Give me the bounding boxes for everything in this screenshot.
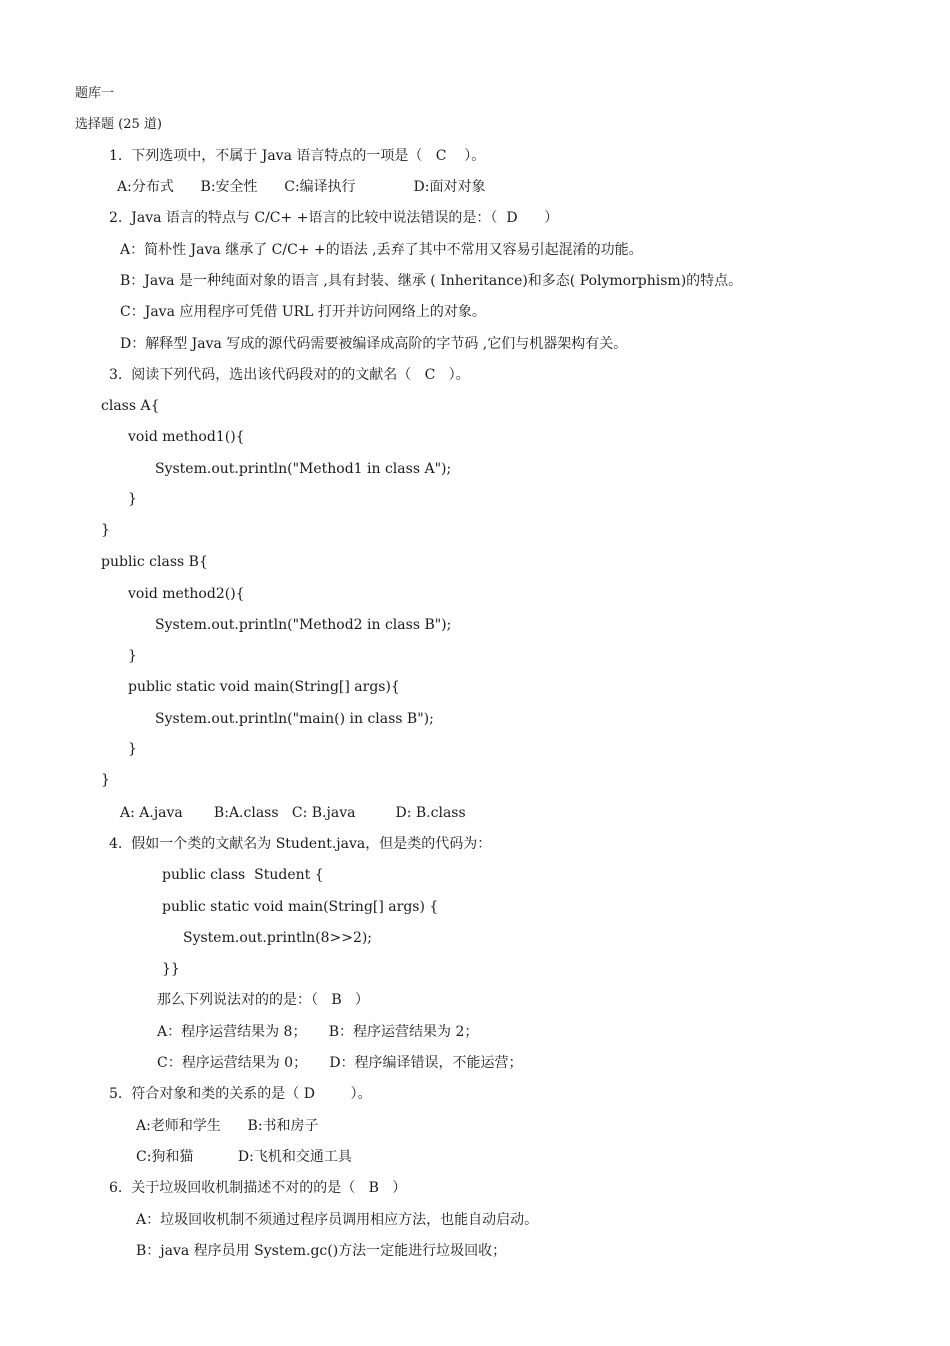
q5-options-cd: C:狗和猫 D:飞机和交通工具 [136,1149,352,1165]
code-line: } [128,648,137,664]
code-line: void method1(){ [128,429,245,445]
q2-option-d: D：解释型 Java 写成的源代码需要被编译成高阶的字节码 ,它们与机器架构有关。 [120,336,628,352]
q4-options-cd: C：程序运营结果为 0； D：程序编译错误，不能运营； [157,1055,523,1071]
doc-title: 题库一 [75,86,115,101]
question-3: 3. 阅读下列代码，选出该代码段对的的文献名（ C ）。 [109,367,470,383]
code-line: public class B{ [101,554,208,570]
q4-prompt: 那么下列说法对的的是：（ B ） [157,992,369,1008]
section-heading: 选择题 (25 道) [75,117,162,132]
q5-options-ab: A:老师和学生 B:书和房子 [136,1118,319,1134]
q4-options-ab: A：程序运营结果为 8； B：程序运营结果为 2； [157,1024,479,1040]
code-line: System.out.println("main() in class B"); [155,711,434,727]
code-line: System.out.println("Method2 in class B"); [155,617,452,633]
code-line: }} [162,961,180,977]
q6-option-b: B：java 程序员用 System.gc()方法一定能进行垃圾回收； [136,1243,507,1259]
code-line: class A{ [101,398,160,414]
question-1: 1. 下列选项中，不属于 Java 语言特点的一项是（ C ）。 [109,148,486,164]
q3-options: A: A.java B:A.class C: B.java D: B.class [120,805,466,821]
code-line: void method2(){ [128,586,245,602]
question-2: 2. Java 语言的特点与 C/C+ +语言的比较中说法错误的是：（ D ） [109,210,559,226]
code-line: } [128,741,137,757]
question-4: 4. 假如一个类的文献名为 Student.java，但是类的代码为： [109,836,492,852]
question-6: 6. 关于垃圾回收机制描述不对的的是（ B ） [109,1180,407,1196]
question-5: 5. 符合对象和类的关系的是（ D ）。 [109,1086,372,1102]
code-line: public class Student { [162,867,324,883]
code-line: System.out.println(8>>2); [183,930,373,946]
q2-option-b: B：Java 是一种纯面对象的语言 ,具有封装、继承 ( Inheritance)和多态( Polymorphism)的特点。 [120,273,743,289]
q6-option-a: A：垃圾回收机制不须通过程序员调用相应方法，也能自动启动。 [136,1212,539,1228]
code-line: } [101,522,110,538]
code-line: System.out.println("Method1 in class A"); [155,461,452,477]
code-line: } [101,772,110,788]
q2-option-c: C：Java 应用程序可凭借 URL 打开并访问网络上的对象。 [120,304,486,320]
q2-option-a: A：简朴性 Java 继承了 C/C+ +的语法 ,丢弃了其中不常用又容易引起混淆的功能。 [120,242,643,258]
q1-options: A:分布式 B:安全性 C:编译执行 D:面对对象 [117,179,486,195]
code-line: } [128,491,137,507]
code-line: public static void main(String[] args) { [162,899,439,915]
code-line: public static void main(String[] args){ [128,679,400,695]
